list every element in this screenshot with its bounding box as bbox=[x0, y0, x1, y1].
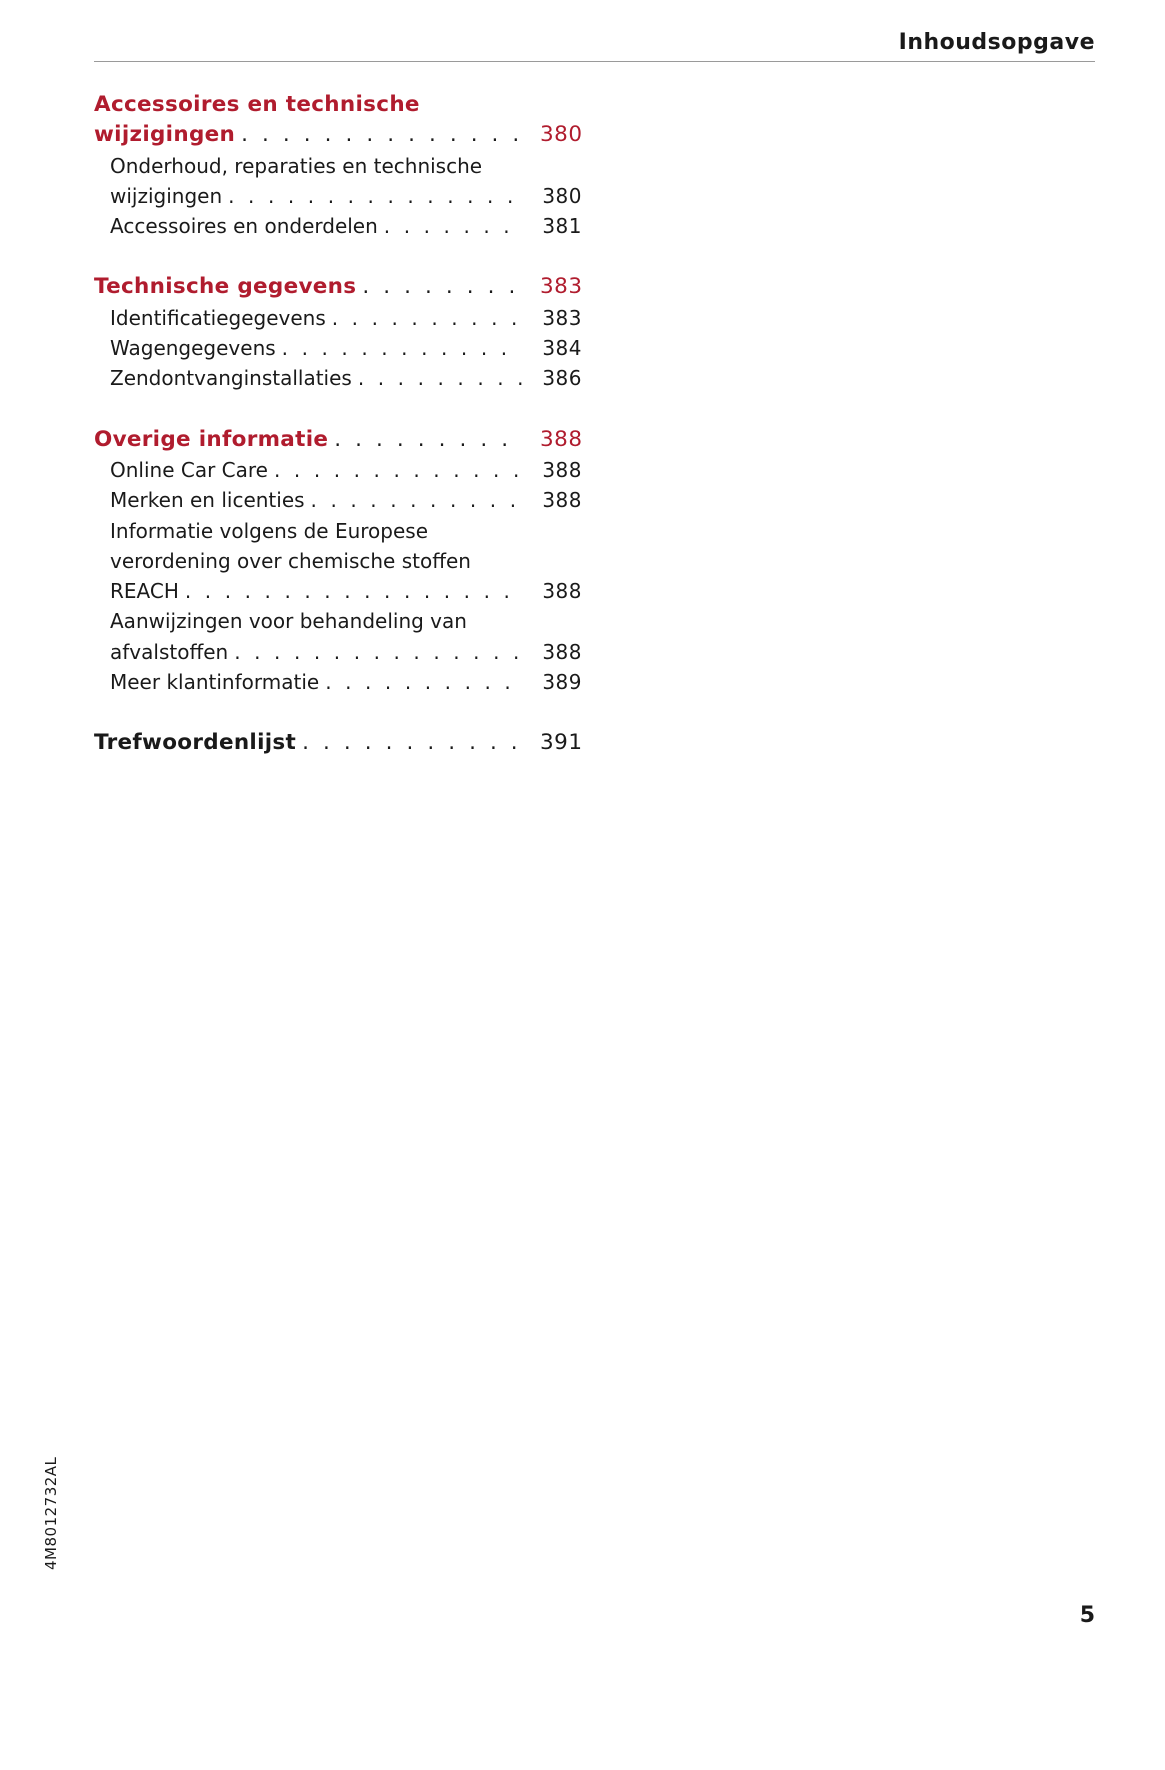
toc-item-text: afvalstoffen bbox=[110, 639, 229, 664]
toc-item-entry[interactable] bbox=[94, 181, 582, 211]
dot-leader bbox=[282, 333, 522, 363]
document-code: 4M8012732AL bbox=[42, 1456, 60, 1570]
toc-page-number: 388 bbox=[542, 457, 582, 482]
toc-heading-entry[interactable] bbox=[94, 120, 582, 150]
toc-item-text: wijzigingen bbox=[110, 183, 223, 208]
toc-heading-text: Accessoires en technische bbox=[94, 92, 420, 117]
toc-heading-text: Trefwoordenlijst bbox=[94, 730, 297, 756]
toc-item-text: verordening over chemische stoffen bbox=[110, 548, 471, 573]
dot-leader bbox=[325, 667, 522, 697]
page-number: 5 bbox=[1079, 1603, 1095, 1628]
dot-leader bbox=[332, 303, 522, 333]
toc-item-line bbox=[94, 516, 582, 546]
toc-heading-entry[interactable] bbox=[94, 425, 582, 455]
toc-heading-text: Technische gegevens bbox=[94, 274, 357, 300]
toc-page-number: 383 bbox=[540, 274, 583, 300]
toc-item-text: Merken en licenties bbox=[110, 488, 305, 513]
toc-item-entry[interactable] bbox=[94, 303, 582, 333]
dot-leader bbox=[358, 363, 522, 393]
toc-item-text: REACH bbox=[110, 579, 179, 604]
toc-item-text: Wagengegevens bbox=[110, 336, 276, 361]
dot-leader bbox=[185, 576, 522, 606]
toc-item-text: Onderhoud, reparaties en technische bbox=[110, 153, 483, 178]
table-of-contents bbox=[94, 90, 582, 790]
dot-leader bbox=[334, 425, 522, 455]
toc-section-technische-gegevens bbox=[94, 272, 582, 393]
toc-heading-text: Overige informatie bbox=[94, 426, 329, 452]
toc-page-number: 384 bbox=[542, 336, 582, 361]
toc-heading-text: wijzigingen bbox=[94, 122, 236, 148]
document-code-wrapper bbox=[42, 1456, 62, 1770]
toc-page-number: 381 bbox=[542, 214, 582, 239]
toc-item-text: Aanwijzingen voor behandeling van bbox=[110, 609, 467, 634]
toc-section-accessoires bbox=[94, 90, 582, 241]
dot-leader bbox=[311, 485, 522, 515]
toc-item-entry[interactable] bbox=[94, 485, 582, 515]
toc-item-text: Informatie volgens de Europese bbox=[110, 518, 429, 543]
toc-page-number: 380 bbox=[542, 183, 582, 208]
toc-page-number: 380 bbox=[540, 122, 583, 148]
toc-item-entry[interactable] bbox=[94, 667, 582, 697]
dot-leader bbox=[384, 211, 522, 241]
toc-item-line bbox=[94, 151, 582, 181]
toc-item-text: Accessoires en onderdelen bbox=[110, 214, 378, 239]
toc-item-entry[interactable] bbox=[94, 576, 582, 606]
toc-item-text: Meer klantinformatie bbox=[110, 670, 320, 695]
toc-heading-entry[interactable] bbox=[94, 728, 582, 758]
dot-leader bbox=[302, 728, 522, 758]
toc-item-entry[interactable] bbox=[94, 455, 582, 485]
toc-page-number: 388 bbox=[542, 488, 582, 513]
toc-item-text: Online Car Care bbox=[110, 457, 268, 482]
toc-item-entry[interactable] bbox=[94, 363, 582, 393]
toc-page-number: 391 bbox=[540, 730, 583, 756]
toc-item-text: Identificatiegegevens bbox=[110, 305, 326, 330]
toc-item-text: Zendontvanginstallaties bbox=[110, 366, 352, 391]
toc-item-entry[interactable] bbox=[94, 637, 582, 667]
dot-leader bbox=[362, 272, 522, 302]
page-header-title: Inhoudsopgave bbox=[898, 30, 1095, 55]
toc-page-number: 389 bbox=[542, 670, 582, 695]
toc-item-entry[interactable] bbox=[94, 333, 582, 363]
dot-leader bbox=[228, 181, 522, 211]
toc-item-line bbox=[94, 546, 582, 576]
toc-item-entry[interactable] bbox=[94, 211, 582, 241]
toc-page-number: 386 bbox=[542, 366, 582, 391]
toc-section-overige-informatie bbox=[94, 425, 582, 698]
toc-heading-line bbox=[94, 90, 582, 120]
toc-page-number: 388 bbox=[542, 639, 582, 664]
header-divider bbox=[94, 61, 1095, 62]
toc-item-line bbox=[94, 606, 582, 636]
toc-page-number: 388 bbox=[540, 426, 583, 452]
toc-page-number: 388 bbox=[542, 579, 582, 604]
dot-leader bbox=[274, 455, 522, 485]
toc-section-trefwoordenlijst bbox=[94, 728, 582, 758]
toc-heading-entry[interactable] bbox=[94, 272, 582, 302]
dot-leader bbox=[241, 120, 522, 150]
toc-page-number: 383 bbox=[542, 305, 582, 330]
dot-leader bbox=[234, 637, 522, 667]
